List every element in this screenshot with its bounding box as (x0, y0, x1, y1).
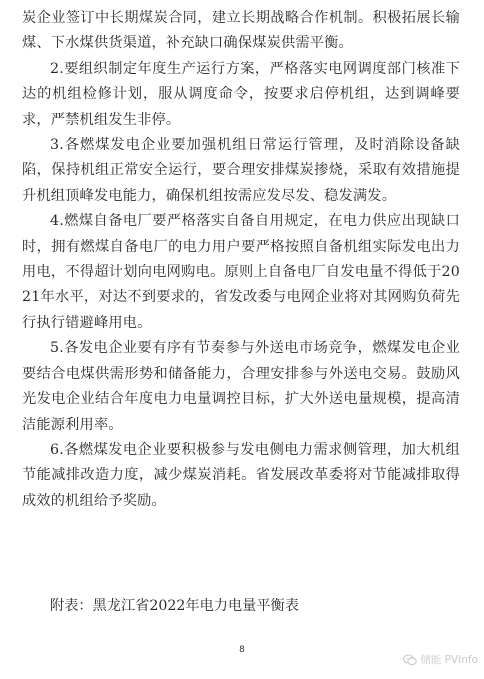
paragraph-item-3: 3.各燃煤发电企业要加强机组日常运行管理，及时消除设备缺陷，保持机组正常安全运行，要合理安排煤炭掺烧，采取有效措施提升机组顶峰发电能力，确保机组按需应发尽发、稳发满发。 (22, 137, 460, 204)
paragraph-item-4: 4.燃煤自备电厂要严格落实自备自用规定，在电力供应出现缺口时，拥有燃煤自备电厂的电力用户要严格按照自备机组实际发电出力用电，不得超计划向电网购电。原则上自备电厂自发电量不得低于2021年水平，对达不到要求的，省发改委与电网企业将对其网购负荷先行执行错避峰用电。 (22, 213, 460, 331)
document-body (22, 6, 460, 514)
paragraph-continued: 炭企业签订中长期煤炭合同，建立长期战略合作机制。积极拓展长输煤、下水煤供货渠道，补充缺口确保煤炭供需平衡。 (22, 10, 460, 52)
wechat-logo-icon (403, 654, 417, 666)
watermark (403, 652, 478, 667)
watermark-text: 储能 PVInfo (420, 654, 478, 666)
paragraph-item-6: 6.各燃煤发电企业要积极参与发电侧电力需求侧管理，加大机组节能减排改造力度，减少煤炭消耗。省发展改革委将对节能减排取得成效的机组给予奖励。 (22, 441, 460, 509)
paragraph-item-5: 5.各发电企业要有序有节奏参与外送电市场竞争，燃煤发电企业要结合电煤供需形势和储备能力，合理安排参与外送电交易。鼓励风光发电企业结合年度电力电量调控目标，扩大外送电量规模，提高清洁能源利用率。 (22, 340, 460, 433)
attachment-note: 附表：黑龙江省2022年电力电量平衡表 (50, 598, 299, 614)
page-number: 8 (239, 645, 245, 655)
paragraph-item-2: 2.要组织制定年度生产运行方案，严格落实电网调度部门核准下达的机组检修计划，服从调度命令，按要求启停机组，达到调峰要求，严禁机组发生非停。 (22, 60, 460, 128)
